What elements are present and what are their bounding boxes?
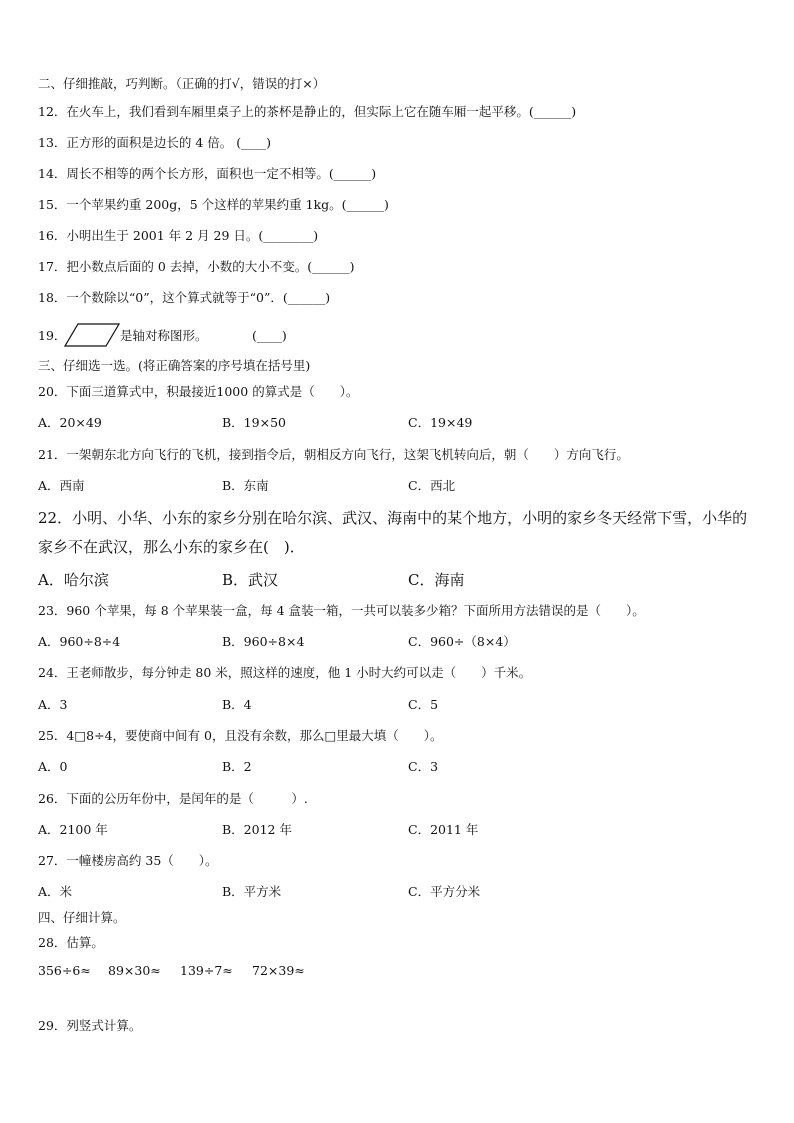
question-24: 24．王老师散步，每分钟走 80 米，照这样的速度，他 1 小时大约可以走（ ）千米。 [38,665,532,680]
option-a: A．哈尔滨 [38,571,109,589]
question-19-text: 是轴对称图形。 [120,328,208,343]
question-23: 23．960 个苹果，每 8 个苹果装一盒，每 4 盒装一箱，一共可以装多少箱？下面所用方法错误的是（ ）。 [38,603,645,618]
question-29: 29．列竖式计算。 [38,1018,142,1033]
question-13: 13．正方形的面积是边长的 4 倍。 (____) [38,135,272,150]
question-19-blank: (____) [252,328,287,343]
option-a: A．3 [38,697,68,712]
parallelogram-icon [64,323,120,347]
option-a: A．20×49 [38,415,102,430]
option-c: C．3 [408,759,439,774]
option-b: B．4 [222,697,252,712]
section-heading-judge: 二、仔细推敲，巧判断。（正确的打√，错误的打×） [38,76,326,91]
option-b: B．东南 [222,478,269,493]
option-c: C．平方分米 [408,884,481,899]
option-c: C．西北 [408,478,456,493]
option-a: A．米 [38,884,73,899]
question-27: 27．一幢楼房高约 35（ ）。 [38,853,218,868]
question-20: 20．下面三道算式中，积最接近1000 的算式是（ ）。 [38,384,359,399]
question-22: 22．小明、小华、小东的家乡分别在哈尔滨、武汉、海南中的某个地方，小明的家乡冬天经常下雪，小华的家乡不在武汉，那么小东的家乡在( )． [38,509,748,556]
option-b: B．960÷8×4 [222,634,305,649]
estimate-item: 139÷7≈ [180,963,233,978]
option-b: B．2012 年 [222,822,292,837]
question-26: 26．下面的公历年份中，是闰年的是（ ）. [38,791,308,806]
question-28: 28．估算。 [38,935,104,950]
question-12: 12．在火车上，我们看到车厢里桌子上的茶杯是静止的，但实际上它在随车厢一起平移。(______) [38,104,577,119]
section-heading-choice: 三、仔细选一选。(将正确答案的序号填在括号里) [38,358,311,373]
option-a: A．西南 [38,478,85,493]
option-b: B．平方米 [222,884,282,899]
option-b: B．武汉 [222,571,279,589]
option-b: B．2 [222,759,252,774]
estimate-item: 356÷6≈ [38,963,91,978]
option-a: A．960÷8÷4 [38,634,121,649]
option-c: C．2011 年 [408,822,479,837]
question-17: 17．把小数点后面的 0 去掉，小数的大小不变。(______) [38,259,355,274]
question-15: 15．一个苹果约重 200g，5 个这样的苹果约重 1kg。(______) [38,197,389,212]
question-18: 18．一个数除以“0”，这个算式就等于“0”．(______) [38,290,331,305]
estimate-item: 72×39≈ [252,963,305,978]
question-16: 16．小明出生于 2001 年 2 月 29 日。(________) [38,228,319,243]
option-c: C．5 [408,697,439,712]
question-25: 25．4□8÷4，要使商中间有 0，且没有余数，那么□里最大填（ ）。 [38,728,443,743]
option-c: C．19×49 [408,415,473,430]
estimate-item: 89×30≈ [108,963,161,978]
question-21: 21．一架朝东北方向飞行的飞机，接到指令后，朝相反方向飞行，这架飞机转向后，朝（ ）方向飞行。 [38,447,629,462]
option-a: A．2100 年 [38,822,108,837]
option-c: C．海南 [408,571,465,589]
question-14: 14．周长不相等的两个长方形，面积也一定不相等。(______) [38,166,377,181]
option-c: C．960÷（8×4） [408,634,516,649]
section-heading-calc: 四、仔细计算。 [38,910,126,925]
option-b: B．19×50 [222,415,286,430]
option-a: A．0 [38,759,68,774]
question-19-number: 19． [38,328,67,343]
